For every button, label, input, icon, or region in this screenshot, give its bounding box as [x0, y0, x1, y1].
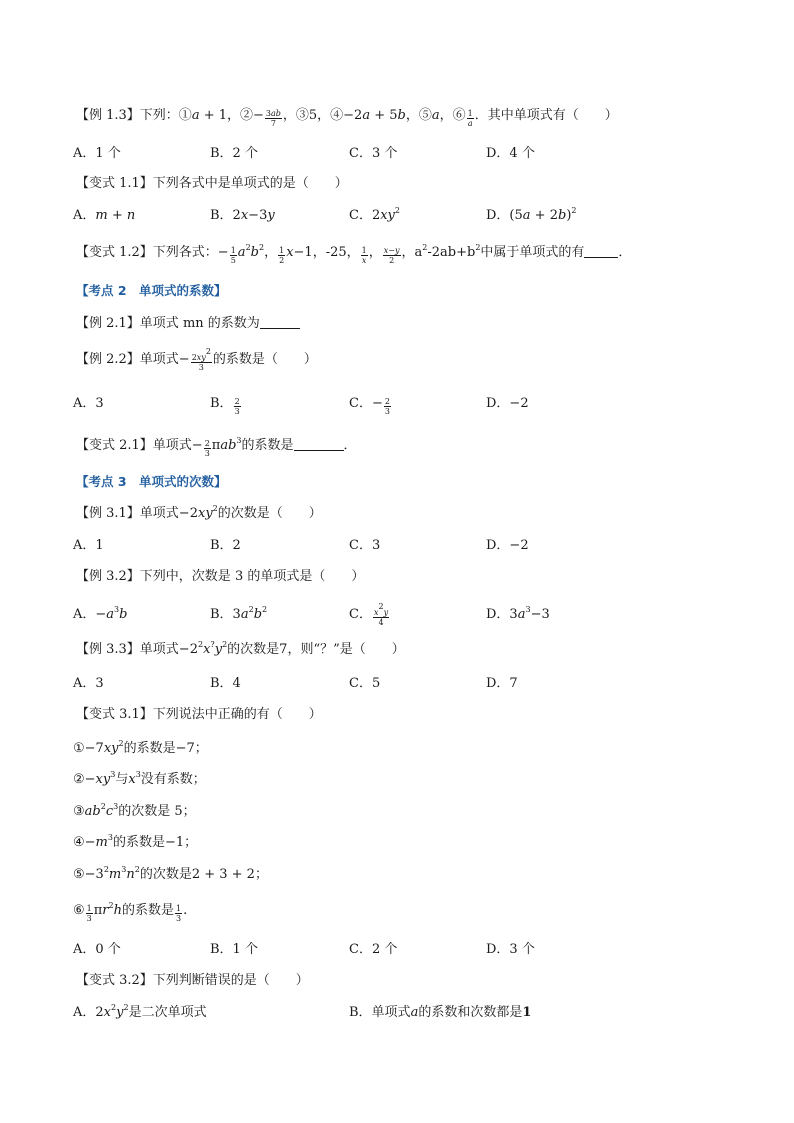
- variant-1-1-options: [73, 207, 773, 225]
- example-3-1-question: 【例 3.1】单项式$-2xy^2$的次数是（ ）: [76, 504, 322, 521]
- option-b: B． $\frac{2}{3}$: [210, 396, 240, 416]
- example-1-3-question: 【例 1.3】下列：①a + 1，②− $\frac{3ab}{7}$ ，③5，④−2a + 5b，⑤a，⑥ $\frac{1}{a}$ ．其中单项式有（ ）: [76, 108, 618, 128]
- option-a: A．0 个: [73, 942, 121, 957]
- option-c: C．− $\frac{2}{3}$: [349, 396, 390, 416]
- option-c: C．3 个: [349, 146, 398, 161]
- example-3-3-question: 【例 3.3】单项式$-2^2x^?y^2$的次数是7，则“？”是（ ）: [76, 640, 405, 657]
- statement-5: $⑤-3^2m^3n^2$的次数是2 + 3 + 2；: [73, 865, 268, 882]
- variant-3-2-options: [73, 1004, 773, 1022]
- option-a: A．3: [73, 676, 104, 691]
- statement-6: ⑥ $\frac{1}{3}$ $\pi r^2h$的系数是 $\frac{1}{3}$ .: [73, 901, 188, 923]
- option-d: D．7: [486, 676, 518, 691]
- option-d: D．$3a^3-3$: [486, 605, 550, 622]
- statement-1: $①-7xy^2$的系数是−7；: [73, 739, 208, 756]
- option-c: C．3: [349, 538, 381, 553]
- variant-1-2-tail: 中属于单项式的有: [480, 245, 585, 260]
- option-c: C． $\frac{x^2y}{4}$: [349, 602, 389, 627]
- answer-blank[interactable]: [294, 437, 344, 451]
- option-c: C．2 个: [349, 942, 398, 957]
- option-a: A．$2x^2y^2$是二次单项式: [73, 1003, 207, 1020]
- example-3-2-question: 【例 3.2】下列中，次数是 3 的单项式是（ ）: [76, 569, 365, 584]
- variant-3-1-options: [73, 941, 773, 959]
- option-d: D．4 个: [486, 146, 535, 161]
- example-2-1-question: 【例 2.1】单项式 mn 的系数为: [76, 315, 300, 333]
- option-a: A．3: [73, 396, 104, 411]
- variant-1-2-question: 【变式 1.2】下列各式：− $\frac{1}{5}$ $a^2b^2$， $\frac{1}{2}$ x−1，-25， $\frac{1}{x}$ ， $\frac{x-y}{2}$ ，$a^2-2ab+b^2$中属于单项式的有 ．: [76, 243, 632, 265]
- option-b: B．$3a^2b^2$: [210, 605, 268, 622]
- example-3-3-options: [73, 675, 773, 693]
- option-d: D．−2: [486, 538, 529, 553]
- option-c: C．5: [349, 676, 381, 691]
- statement-2: $②-xy^3$与$x^3$没有系数；: [73, 770, 206, 787]
- option-b: B．2 个: [210, 146, 258, 161]
- variant-3-1-question: 【变式 3.1】下列说法中正确的有（ ）: [76, 707, 322, 722]
- example-1-3-options: [73, 145, 773, 163]
- example-2-2-question: 【例 2.2】单项式− $\frac{2xy^2}{3}$ 的系数是（ ）: [76, 347, 317, 372]
- option-d: D．3 个: [486, 942, 535, 957]
- option-a: A．$-a^3b$: [73, 605, 128, 622]
- option-a: A．1 个: [73, 146, 121, 161]
- answer-blank[interactable]: [584, 244, 618, 258]
- option-b: B．单项式a的系数和次数都是1: [349, 1005, 532, 1020]
- variant-2-1-question: 【变式 2.1】单项式− $\frac{2}{3}$ πab$^3$的系数是 ．: [76, 436, 357, 458]
- option-b: B．2: [210, 538, 241, 553]
- statement-3: $③ab^2c^3$的次数是 5；: [73, 802, 196, 819]
- variant-3-2-question: 【变式 3.2】下列判断错误的是（ ）: [76, 973, 309, 988]
- option-d: D．−2: [486, 396, 529, 411]
- statement-4: $④-m^3$的系数是−1；: [73, 833, 198, 850]
- option-a: A．1: [73, 538, 104, 553]
- variant-1-1-question: 【变式 1.1】下列各式中是单项式的是（ ）: [76, 176, 348, 191]
- example-3-1-options: [73, 537, 773, 555]
- option-a: A．m + n: [73, 208, 136, 223]
- option-b: B．4: [210, 676, 241, 691]
- option-b: B．2x−3y: [210, 208, 275, 223]
- option-c: C．$2xy^2$: [349, 206, 400, 223]
- section-heading-3: 【考点 3 单项式的次数】: [76, 474, 227, 489]
- option-b: B．1 个: [210, 942, 258, 957]
- section-heading-2: 【考点 2 单项式的系数】: [76, 283, 227, 298]
- answer-blank[interactable]: [260, 315, 300, 329]
- example-2-2-options: [73, 395, 773, 416]
- example-3-2-options: [73, 602, 773, 627]
- option-d: D．$(5a + 2b)^2$: [486, 206, 577, 223]
